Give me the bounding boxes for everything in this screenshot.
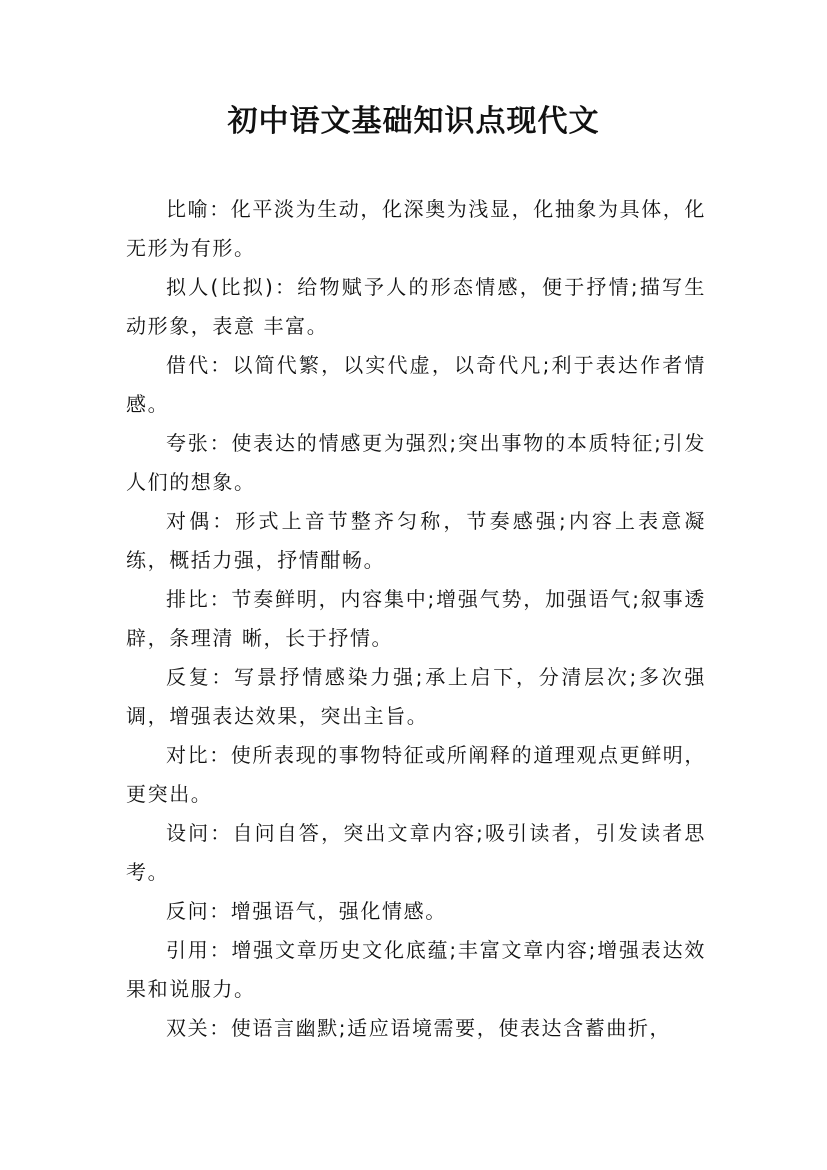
paragraph-hyperbole: 夸张：使表达的情感更为强烈;突出事物的本质特征;引发人们的想象。 [126,431,706,494]
paragraph-pun: 双关：使语言幽默;适应语境需要，使表达含蓄曲折， [166,1016,672,1040]
paragraph-counter-question: 反问：增强语气，强化情感。 [166,899,447,923]
paragraph-quotation: 引用：增强文章历史文化底蕴;丰富文章内容;增强表达效果和说服力。 [126,938,706,1001]
paragraph-antithesis: 对偶：形式上音节整齐匀称，节奏感强;内容上表意凝练，概括力强，抒情酣畅。 [126,509,706,572]
paragraph-contrast: 对比：使所表现的事物特征或所阐释的道理观点更鲜明，更突出。 [126,743,706,806]
paragraph-rhetorical-question: 设问：自问自答，突出文章内容;吸引读者，引发读者思考。 [126,821,706,884]
document-body [126,190,706,1048]
paragraph-repetition: 反复：写景抒情感染力强;承上启下，分清层次;多次强调，增强表达效果，突出主旨。 [126,665,706,728]
paragraph-metaphor: 比喻：化平淡为生动，化深奥为浅显，化抽象为具体，化无形为有形。 [126,197,706,260]
paragraph-personification: 拟人(比拟)：给物赋予人的形态情感，便于抒情;描写生动形象，表意 丰富。 [126,275,706,338]
paragraph-metonymy: 借代：以简代繁，以实代虚，以奇代凡;利于表达作者情感。 [126,353,706,416]
page-title: 初中语文基础知识点现代文 [227,104,600,139]
paragraph-parallelism: 排比：节奏鲜明，内容集中;增强气势，加强语气;叙事透辟，条理清 晰，长于抒情。 [126,587,706,650]
